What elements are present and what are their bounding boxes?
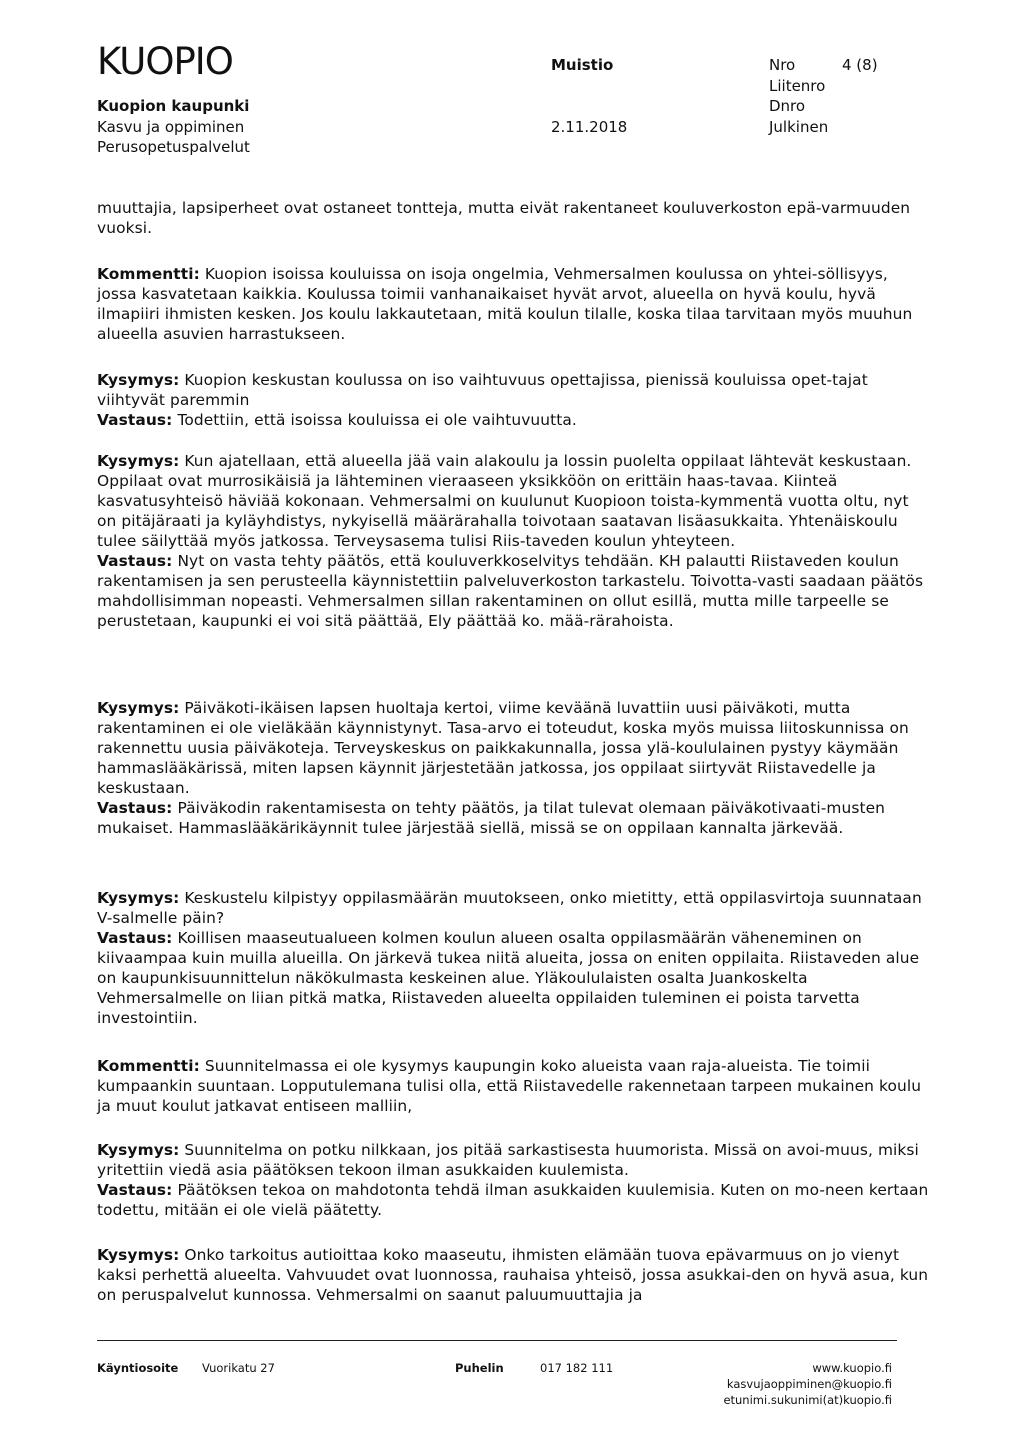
address-value: Vuorikatu 27 — [202, 1361, 275, 1375]
text-block-qa-2 — [97, 451, 932, 631]
question-text: Päiväkoti-ikäisen lapsen huoltaja kertoi, viime keväänä luvattiin uusi päiväkoti, mutta rakentaminen ei ole vieläkään käynnistynyt. Tasa-arvo ei toteudut, koska myös muissa liitoskunnissa on rakennettu uusia päiväkoteja. Terveyskeskus on paikkakunnalla, jossa ylä-koululainen pystyy käymään hammaslääkärissä, miten lapsen käynnit järjestetään jatkossa, jos oppilaat siirtyvät Riistavedelle ja keskustaan. — [97, 699, 909, 797]
paragraph — [97, 198, 932, 238]
publicity-status: Julkinen — [769, 118, 829, 136]
comment-label: Kommentti: — [97, 1057, 200, 1075]
text-block-qa-3 — [97, 698, 932, 838]
doc-date: 2.11.2018 — [551, 118, 628, 136]
liitenro-label: Liitenro — [769, 77, 826, 95]
answer — [97, 928, 932, 1028]
phone-label: Puhelin — [455, 1361, 504, 1375]
answer — [97, 410, 932, 430]
nro-label: Nro — [769, 56, 796, 74]
text-block-comment-2 — [97, 1056, 932, 1116]
nro-value: 4 (8) — [842, 56, 878, 74]
website-link[interactable]: www.kuopio.fi — [812, 1361, 892, 1375]
question-label: Kysymys: — [97, 452, 180, 470]
text-block-comment-1 — [97, 264, 932, 344]
answer-label: Vastaus: — [97, 799, 173, 817]
footer-divider — [97, 1340, 897, 1341]
question — [97, 1245, 932, 1305]
answer-text: Nyt on vasta tehty päätös, että kouluverkkoselvitys tehdään. KH palautti Riistaveden koulun rakentamisen ja sen perusteella käynnistettiin palveluverkoston tarkastelu. Toivotta-vasti saadaan päätös mahdollisimman nopeasti. Vehmersalmen sillan rakentaminen on ollut esillä, mutta mille tarpeelle se perustetaan, kaupunki ei voi sitä päättää, Ely päättää ko. mää-rärahoista. — [97, 552, 924, 630]
question — [97, 451, 932, 551]
paragraph — [97, 1056, 932, 1116]
answer-text: Koillisen maaseutualueen kolmen koulun alueen osalta oppilasmäärän väheneminen on kiivaampaa kuin muilla alueilla. On järkevä tukea niitä alueita, jossa on eniten oppilaita. Riistaveden alue on kaupunkisuunnittelun näkökulmasta keskeinen alue. Yläkoululaisten osalta Juankoskelta Vehmersalmelle on liian pitkä matka, Riistaveden alueelta oppilaiden tuleminen ei poista tarvetta investointiin. — [97, 929, 920, 1027]
answer-label: Vastaus: — [97, 552, 173, 570]
answer — [97, 1180, 932, 1220]
question-label: Kysymys: — [97, 889, 180, 907]
text-block-qa-1 — [97, 370, 932, 430]
answer-text: Päätöksen tekoa on mahdotonta tehdä ilman asukkaiden kuulemisia. Kuten on mo-neen kertaan todettu, mitään ei ole vielä päätetty. — [97, 1181, 929, 1219]
question-text: Keskustelu kilpistyy oppilasmäärän muutokseen, onko mietitty, että oppilasvirtoja suunnataan V-salmelle päin? — [97, 889, 922, 927]
text-block-qa-5 — [97, 1140, 932, 1220]
phone-value: 017 182 111 — [540, 1361, 614, 1375]
answer-label: Vastaus: — [97, 929, 173, 947]
text-block-question-6 — [97, 1245, 932, 1305]
address-label: Käyntiosoite — [97, 1361, 179, 1375]
answer-label: Vastaus: — [97, 411, 173, 429]
question-text: Onko tarkoitus autioittaa koko maaseutu, ihmisten elämään tuova epävarmuus on jo vienyt kaksi perhettä alueelta. Vahvuudet ovat luonnossa, rauhaisa yhteisö, jossa asukkai-den on hyvä asua, kun on peruspalvelut kunnossa. Vehmersalmi on saanut paluumuuttajia ja — [97, 1246, 929, 1304]
answer — [97, 551, 932, 631]
question — [97, 1140, 932, 1180]
text-block-intro — [97, 198, 932, 238]
question — [97, 698, 932, 798]
paragraph-text: muuttajia, lapsiperheet ovat ostaneet tontteja, mutta eivät rakentaneet kouluverkoston epä-varmuuden vuoksi. — [97, 199, 911, 237]
answer — [97, 798, 932, 838]
question-label: Kysymys: — [97, 1246, 180, 1264]
question-label: Kysymys: — [97, 699, 180, 717]
answer-text: Todettiin, että isoissa kouluissa ei ole vaihtuvuutta. — [177, 411, 577, 429]
question-label: Kysymys: — [97, 371, 180, 389]
question-text: Kuopion keskustan koulussa on iso vaihtuvuus opettajissa, pienissä kouluissa opet-tajat viihtyvät paremmin — [97, 371, 868, 409]
dnro-label: Dnro — [769, 97, 806, 115]
answer-text: Päiväkodin rakentamisesta on tehty päätös, ja tilat tulevat olemaan päiväkotivaati-musten mukaiset. Hammaslääkärikäynnit tulee järjestää siellä, missä se on oppilaan kannalta järkevää. — [97, 799, 886, 837]
question-text: Kun ajatellaan, että alueella jää vain alakoulu ja lossin puolelta oppilaat lähtevät keskustaan. Oppilaat ovat murrosikäisiä ja lähteminen vieraaseen yksikköön on erittäin haas-tavaa. Kiinteä kasvatusyhteisö häviää kokonaan. Vehmersalmi on kuulunut Kuopioon toista-kymmentä vuotta oltu, nyt on pitäjäraati ja kyläyhdistys, nykyisellä määrärahalla toivotaan saatavan lisäasukkaita. Yhtenäiskoulu tulee säilyttää myös jatkossa. Terveysasema tulisi Riis-taveden koulun yhteyteen. — [97, 452, 912, 550]
text-block-qa-4 — [97, 888, 932, 1028]
division-name: Kasvu ja oppiminen — [97, 118, 245, 136]
paragraph-text: Suunnitelmassa ei ole kysymys kaupungin koko alueista vaan raja-alueista. Tie toimii kumpaankin suuntaan. Lopputulemana tulisi olla, että Riistavedelle rakennetaan tarpeen mukainen koulu ja muut koulut jatkavat entiseen malliin, — [97, 1057, 922, 1115]
answer-label: Vastaus: — [97, 1181, 173, 1199]
question-text: Suunnitelma on potku nilkkaan, jos pitää sarkastisesta huumorista. Missä on avoi-muus, miksi yritettiin viedä asia päätöksen tekoon ilman asukkaiden kuulemista. — [97, 1141, 919, 1179]
unit-name: Perusopetuspalvelut — [97, 138, 250, 156]
doc-type: Muistio — [551, 56, 614, 74]
question — [97, 888, 932, 928]
paragraph-text: Kuopion isoissa kouluissa on isoja ongelmia, Vehmersalmen koulussa on yhtei-söllisyys, jossa kasvatetaan kaikkia. Koulussa toimii vanhanaikaiset hyvät arvot, alueella on hyvä koulu, hyvä ilmapiiri ihmisten kesken. Jos koulu lakkautetaan, mitä koulun tilalle, koska tilaa tarvitaan myös muuhun alueella asuvien harrastukseen. — [97, 265, 913, 343]
email-pattern: etunimi.sukunimi(at)kuopio.fi — [723, 1393, 892, 1407]
org-name: Kuopion kaupunki — [97, 97, 250, 115]
kuopio-logo: KUOPIO — [97, 40, 233, 83]
email-link[interactable]: kasvujaoppiminen@kuopio.fi — [726, 1377, 892, 1391]
question — [97, 370, 932, 410]
paragraph — [97, 264, 932, 344]
question-label: Kysymys: — [97, 1141, 180, 1159]
comment-label: Kommentti: — [97, 265, 200, 283]
